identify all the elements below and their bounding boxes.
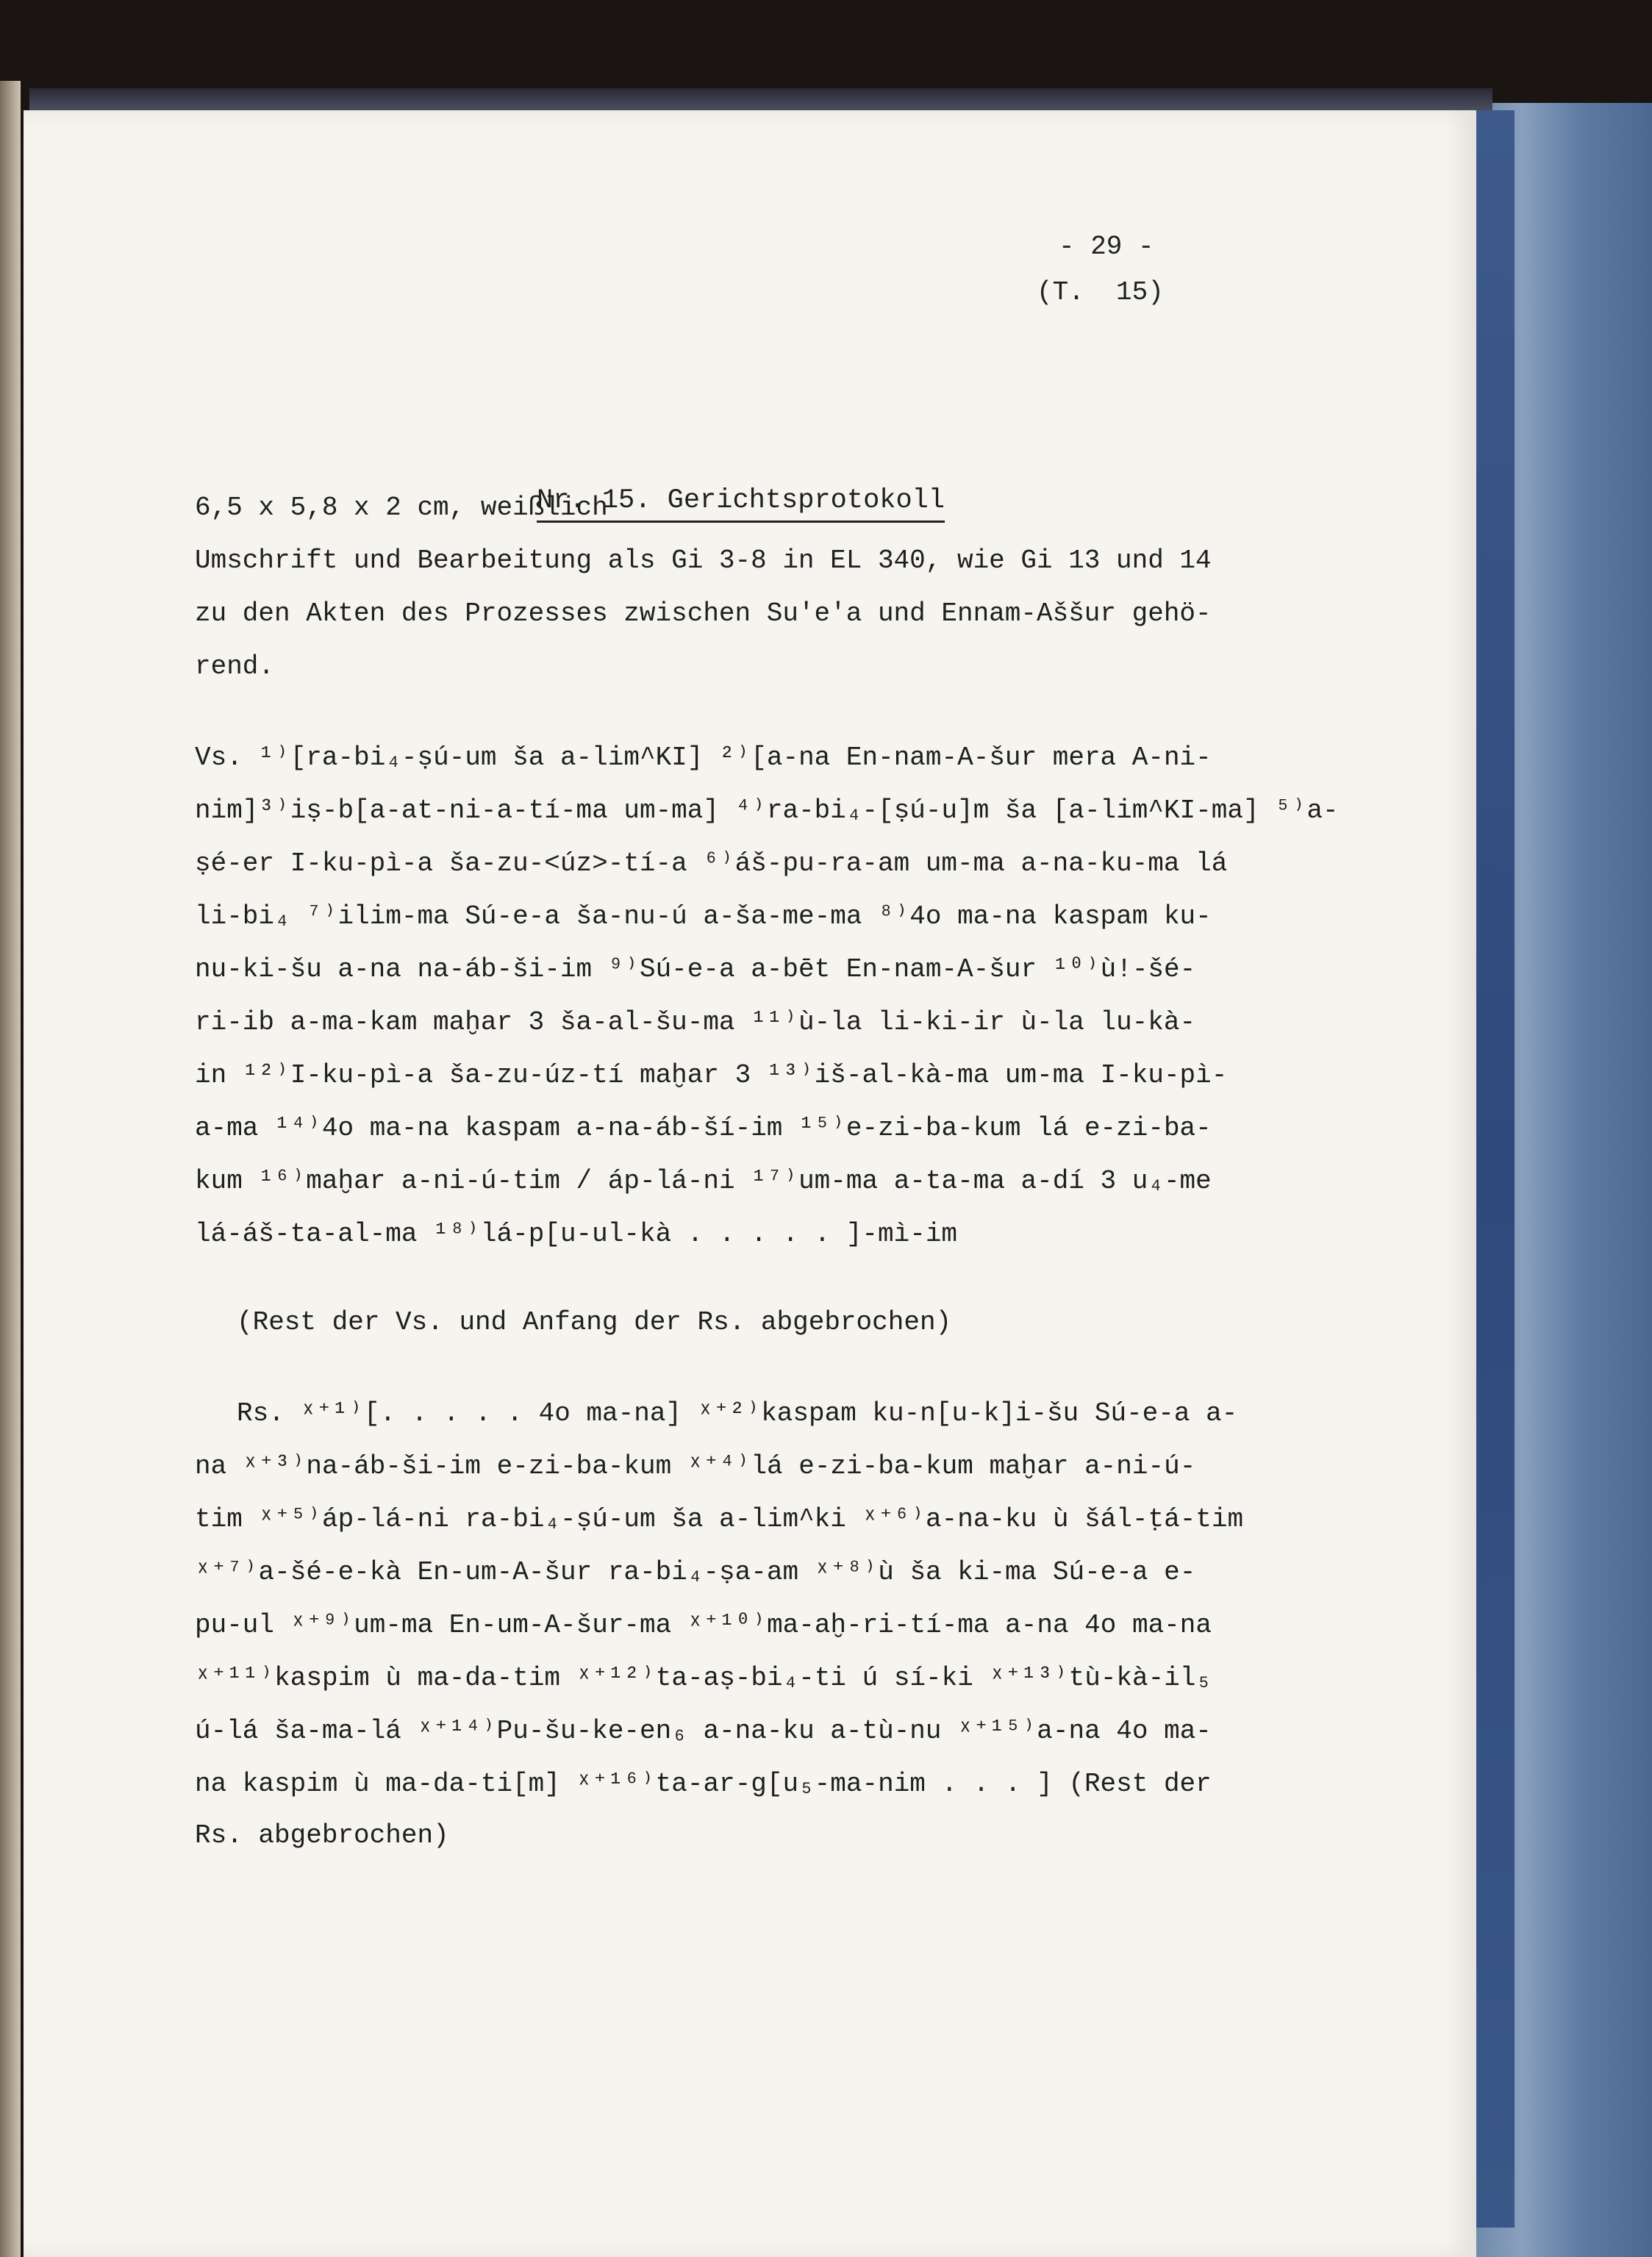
- page-header: [1037, 224, 1164, 315]
- tablet-reference: (T. 15): [1037, 277, 1164, 307]
- reverse-line: na ˣ⁺³⁾na-áb-ši-im e-zi-ba-kum ˣ⁺⁴⁾lá e-zi-ba-kum maḫar a-ni-ú-: [195, 1451, 1196, 1481]
- left-page-edge: [0, 81, 21, 2257]
- reverse-line: ˣ⁺¹¹⁾kaspim ù ma-da-tim ˣ⁺¹²⁾ta-aṣ-bi₄-ti ú sí-ki ˣ⁺¹³⁾tù-kà-il₅: [195, 1663, 1212, 1693]
- obverse-line: kum ¹⁶⁾maḫar a-ni-ú-tim / áp-lá-ni ¹⁷⁾um-ma a-ta-ma a-dí 3 u₄-me: [195, 1166, 1212, 1196]
- book-spine: [1470, 110, 1515, 2228]
- gap-note: (Rest der Vs. und Anfang der Rs. abgebrochen): [237, 1307, 952, 1337]
- reverse-line: tim ˣ⁺⁵⁾áp-lá-ni ra-bi₄-ṣú-um ša a-lim^ki ˣ⁺⁶⁾a-na-ku ù šál-ṭá-tim: [195, 1504, 1244, 1534]
- page-title: Nr. 15. Gerichtsprotokoll: [537, 485, 945, 523]
- top-page-edge: [29, 88, 1492, 110]
- description-line-1: Umschrift und Bearbeitung als Gi 3-8 in EL 340, wie Gi 13 und 14: [195, 546, 1212, 576]
- obverse-line: li-bi₄ ⁷⁾ilim-ma Sú-e-a ša-nu-ú a-ša-me-ma ⁸⁾4o ma-na kaspam ku-: [195, 901, 1212, 931]
- description-line-2: zu den Akten des Prozesses zwischen Su'e'a und Ennam-Aššur gehö-: [195, 598, 1212, 629]
- description-line-3: rend.: [195, 651, 275, 682]
- obverse-line: nim]³⁾iṣ-b[a-at-ni-a-tí-ma um-ma] ⁴⁾ra-bi₄-[ṣú-u]m ša [a-lim^KI-ma] ⁵⁾a-: [195, 795, 1339, 826]
- obverse-line: lá-áš-ta-al-ma ¹⁸⁾lá-p[u-ul-kà . . . . . ]-mì-im: [195, 1219, 958, 1249]
- obverse-line: Vs. ¹⁾[ra-bi₄-ṣú-um ša a-lim^KI] ²⁾[a-na En-nam-A-šur mera A-ni-: [195, 743, 1212, 773]
- obverse-line: nu-ki-šu a-na na-áb-ši-im ⁹⁾Sú-e-a a-bēt En-nam-A-šur ¹⁰⁾ù!-šé-: [195, 954, 1196, 984]
- reverse-line: ú-lá ša-ma-lá ˣ⁺¹⁴⁾Pu-šu-ke-en₆ a-na-ku a-tù-nu ˣ⁺¹⁵⁾a-na 4o ma-: [195, 1716, 1212, 1746]
- tablet-dimensions: 6,5 x 5,8 x 2 cm, weißlich: [195, 493, 608, 523]
- obverse-line: in ¹²⁾I-ku-pì-a ša-zu-úz-tí maḫar 3 ¹³⁾iš-al-kà-ma um-ma I-ku-pì-: [195, 1060, 1228, 1090]
- reverse-line: Rs. abgebrochen): [195, 1820, 449, 1850]
- reverse-line: ˣ⁺⁷⁾a-šé-e-kà En-um-A-šur ra-bi₄-ṣa-am ˣ⁺⁸⁾ù ša ki-ma Sú-e-a e-: [195, 1557, 1196, 1587]
- page-number: - 29 -: [1059, 232, 1154, 262]
- obverse-line: ri-ib a-ma-kam maḫar 3 ša-al-šu-ma ¹¹⁾ù-la li-ki-ir ù-la lu-kà-: [195, 1007, 1196, 1037]
- reverse-line: pu-ul ˣ⁺⁹⁾um-ma En-um-A-šur-ma ˣ⁺¹⁰⁾ma-aḫ-ri-tí-ma a-na 4o ma-na: [195, 1610, 1212, 1640]
- reverse-line: na kaspim ù ma-da-ti[m] ˣ⁺¹⁶⁾ta-ar-g[u₅-ma-nim . . . ] (Rest der: [195, 1769, 1212, 1799]
- obverse-line: ṣé-er I-ku-pì-a ša-zu-<úz>-tí-a ⁶⁾áš-pu-ra-am um-ma a-na-ku-ma lá: [195, 848, 1228, 879]
- document-page: [24, 110, 1476, 2257]
- obverse-line: a-ma ¹⁴⁾4o ma-na kaspam a-na-áb-ší-im ¹⁵⁾e-zi-ba-kum lá e-zi-ba-: [195, 1113, 1212, 1143]
- reverse-line: Rs. ˣ⁺¹⁾[. . . . . 4o ma-na] ˣ⁺²⁾kaspam ku-n[u-k]i-šu Sú-e-a a-: [237, 1398, 1238, 1428]
